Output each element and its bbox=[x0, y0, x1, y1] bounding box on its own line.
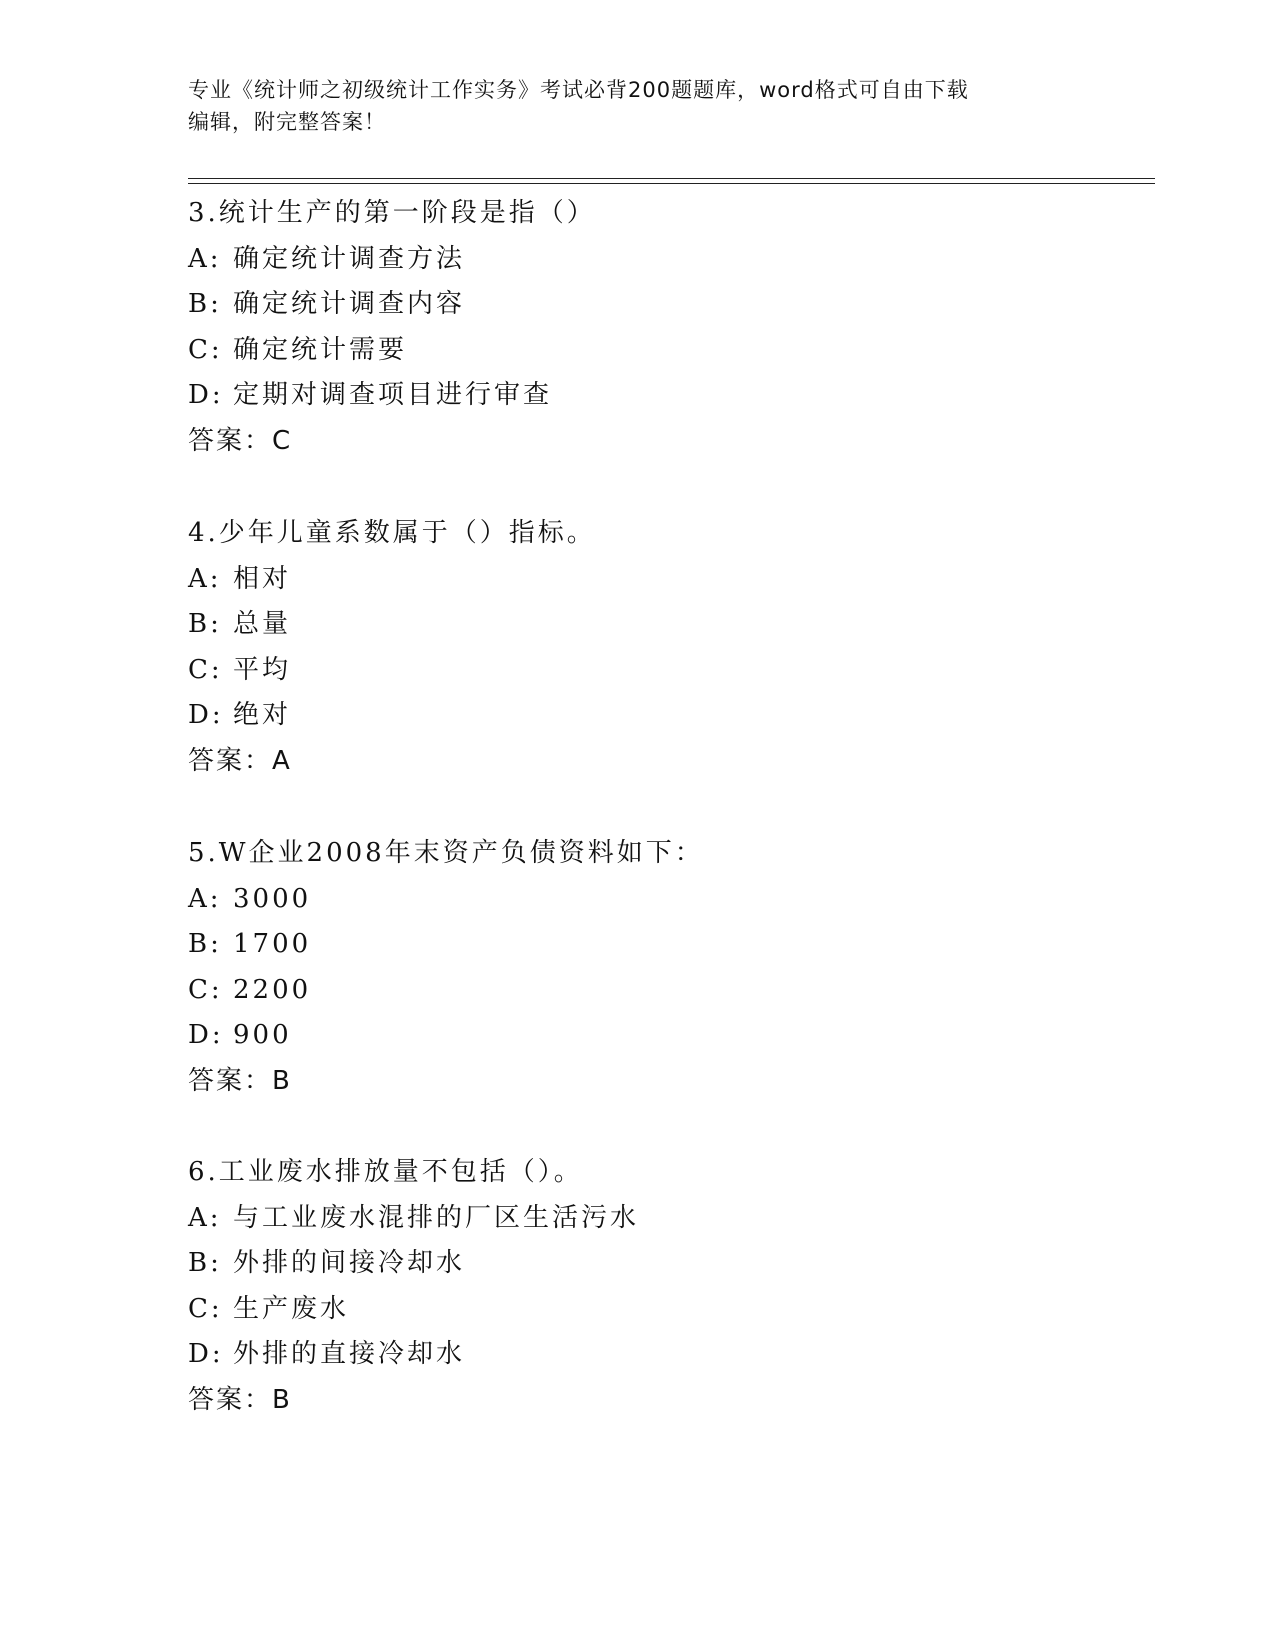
option-letter: B: bbox=[188, 1248, 222, 1279]
question-stem: 3.统计生产的第一阶段是指（） bbox=[188, 198, 596, 228]
option-letter: D: bbox=[188, 380, 224, 411]
option-a bbox=[188, 1196, 1148, 1242]
option-c bbox=[188, 1287, 1148, 1333]
question-6 bbox=[188, 1150, 1148, 1424]
option-text: 确定统计调查内容 bbox=[233, 289, 466, 320]
header-divider-top bbox=[188, 178, 1155, 179]
option-letter: C: bbox=[188, 1293, 223, 1324]
option-b bbox=[188, 1241, 1148, 1287]
option-text: 1700 bbox=[233, 929, 312, 960]
answer-line: 答案：A bbox=[188, 745, 292, 776]
option-d bbox=[188, 373, 1148, 419]
option-letter: A: bbox=[188, 563, 222, 594]
question-3 bbox=[188, 191, 1148, 465]
option-letter: A: bbox=[188, 243, 222, 274]
option-c bbox=[188, 648, 1148, 694]
option-text: 2200 bbox=[233, 974, 312, 1005]
option-letter: A: bbox=[188, 1202, 222, 1233]
option-b bbox=[188, 922, 1148, 968]
option-text: 相对 bbox=[233, 563, 292, 594]
option-text: 与工业废水混排的厂区生活污水 bbox=[233, 1202, 640, 1233]
option-text: 总量 bbox=[233, 609, 292, 640]
option-b bbox=[188, 602, 1148, 648]
option-text: 外排的直接冷却水 bbox=[233, 1339, 466, 1370]
option-d bbox=[188, 1332, 1148, 1378]
option-c bbox=[188, 968, 1148, 1014]
option-text: 生产废水 bbox=[233, 1293, 350, 1324]
option-letter: C: bbox=[188, 974, 223, 1005]
answer-line: 答案：C bbox=[188, 425, 293, 456]
option-b bbox=[188, 282, 1148, 328]
option-c bbox=[188, 328, 1148, 374]
option-text: 确定统计调查方法 bbox=[233, 243, 466, 274]
option-letter: C: bbox=[188, 334, 223, 365]
option-text: 确定统计需要 bbox=[233, 334, 408, 365]
option-d bbox=[188, 693, 1148, 739]
option-text: 绝对 bbox=[233, 700, 292, 731]
option-letter: B: bbox=[188, 929, 222, 960]
option-text: 定期对调查项目进行审查 bbox=[233, 380, 553, 411]
option-text: 900 bbox=[233, 1020, 292, 1051]
option-letter: D: bbox=[188, 700, 224, 731]
option-d bbox=[188, 1013, 1148, 1059]
question-stem: 4.少年儿童系数属于（）指标。 bbox=[188, 518, 596, 548]
option-a bbox=[188, 557, 1148, 603]
option-letter: D: bbox=[188, 1020, 224, 1051]
answer-line: 答案：B bbox=[188, 1065, 292, 1096]
question-stem: 5.W企业2008年末资产负债资料如下： bbox=[188, 838, 704, 868]
option-text: 平均 bbox=[233, 654, 292, 685]
question-stem: 6.工业废水排放量不包括（）。 bbox=[188, 1157, 583, 1187]
option-letter: D: bbox=[188, 1339, 224, 1370]
header-divider-bottom bbox=[188, 183, 1155, 184]
answer-line: 答案：B bbox=[188, 1384, 292, 1415]
option-text: 3000 bbox=[233, 883, 312, 914]
header-line-1: 专业《统计师之初级统计工作实务》考试必背200题题库，word格式可自由下载 bbox=[188, 78, 969, 102]
question-4 bbox=[188, 511, 1148, 785]
document-header bbox=[188, 74, 1088, 138]
header-line-2: 编辑，附完整答案！ bbox=[188, 110, 386, 134]
question-5 bbox=[188, 831, 1148, 1105]
option-text: 外排的间接冷却水 bbox=[233, 1248, 466, 1279]
option-letter: A: bbox=[188, 883, 222, 914]
option-letter: B: bbox=[188, 289, 222, 320]
option-letter: B: bbox=[188, 609, 222, 640]
option-a bbox=[188, 237, 1148, 283]
option-a bbox=[188, 877, 1148, 923]
option-letter: C: bbox=[188, 654, 223, 685]
